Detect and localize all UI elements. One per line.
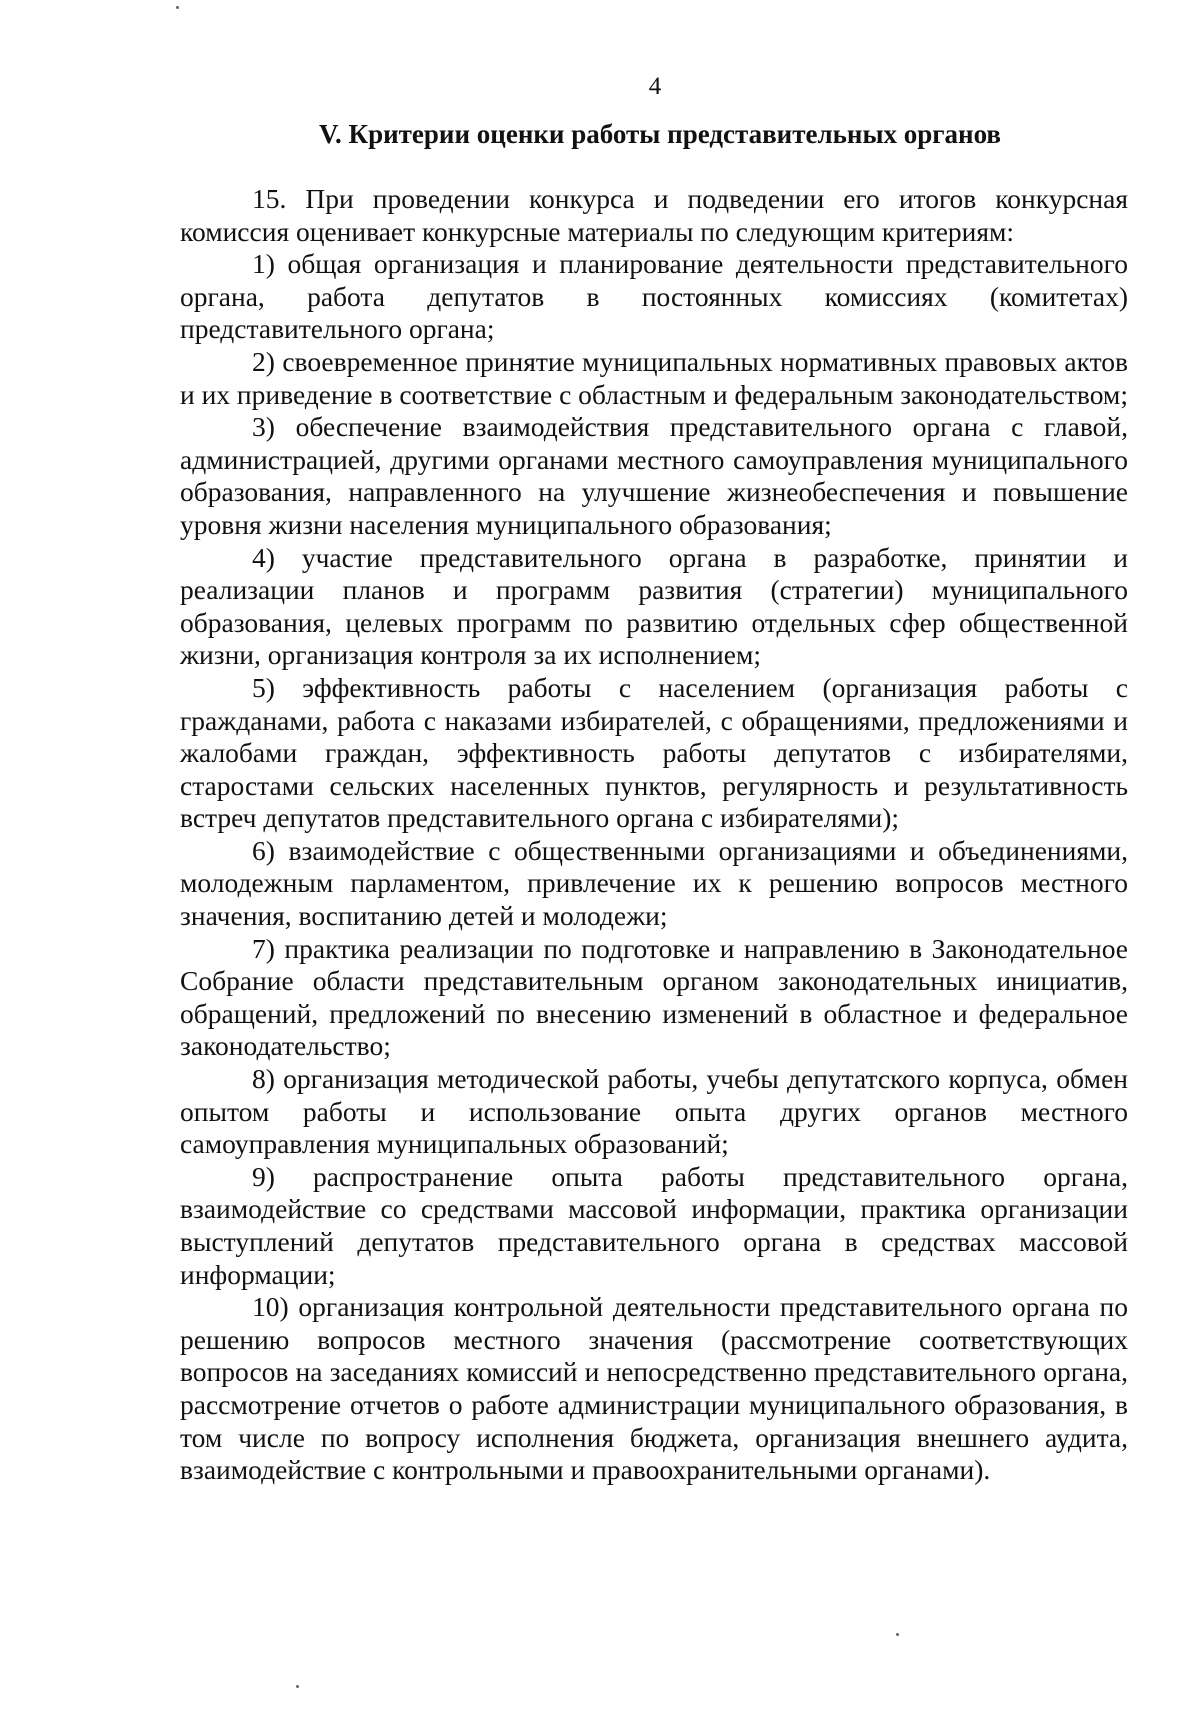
- criterion-8: 8) организация методической работы, учебы депутатского корпуса, обмен опытом работы и использование опыта других органов местного самоуправления муниципальных образований;: [180, 1063, 1128, 1160]
- criterion-6: 6) взаимодействие с общественными организациями и объединениями, молодежным парламентом, привлечение их к решению вопросов местного значения, воспитанию детей и молодежи;: [180, 834, 1128, 932]
- paragraph-15: 15. При проведении конкурса и подведении его итогов конкурсная комиссия оценивает конкурсные материалы по следующим критериям:: [180, 183, 1128, 247]
- criterion-10: 10) организация контрольной деятельности представительного органа по решению вопросов местного значения (рассмотрение соответствующих вопросов на заседаниях комиссий и непосредственно представительного органа, рассмотрение отчетов о работе администрации муниципального образования, в том числе по вопросу исполнения бюджета, организация внешнего аудита, взаимодействие с контрольными и правоохранительными органами).: [180, 1291, 1128, 1486]
- criterion-3: 3) обеспечение взаимодействия представительного органа с главой, администрацией, другими органами местного самоуправления муниципального образования, направленного на улучшение жизнеобеспечения и повышение уровня жизни населения муниципального образования;: [180, 411, 1128, 540]
- criterion-2: 2) своевременное принятие муниципальных нормативных правовых актов и их приведение в соответствие с областным и федеральным законодательством;: [180, 345, 1128, 410]
- section-title: V. Критерии оценки работы представительных органов: [318, 119, 1002, 149]
- criterion-4: 4) участие представительного органа в разработке, принятии и реализации планов и программ развития (стратегии) муниципального образования, целевых программ по развитию отдельных сфер общественной жизни, организация контроля за их исполнением;: [180, 541, 1128, 671]
- page-number: 4: [648, 73, 662, 100]
- criterion-5: 5) эффективность работы с населением (организация работы с гражданами, работа с наказами избирателей, с обращениями, предложениями и жалобами граждан, эффективность работы депутатов с избирателями, старостами сельских населенных пунктов, регулярность и результативность встреч депутатов представительного органа с избирателями);: [180, 671, 1128, 834]
- criterion-9: 9) распространение опыта работы представительного органа, взаимодействие со средствами массовой информации, практика организации выступлений депутатов представительного органа в средствах массовой информации;: [180, 1160, 1128, 1290]
- criterion-7: 7) практика реализации по подготовке и направлению в Законодательное Собрание области представительным органом законодательных инициатив, обращений, предложений по внесению изменений в областное и федеральное законодательство;: [180, 932, 1128, 1062]
- scan-speck: [896, 1633, 899, 1636]
- scan-speck: [176, 6, 179, 9]
- criterion-1: 1) общая организация и планирование деятельности представительного органа, работа депутатов в постоянных комиссиях (комитетах) представительного органа;: [180, 248, 1128, 345]
- scan-speck: [296, 1685, 299, 1688]
- document-body: [180, 183, 1128, 1487]
